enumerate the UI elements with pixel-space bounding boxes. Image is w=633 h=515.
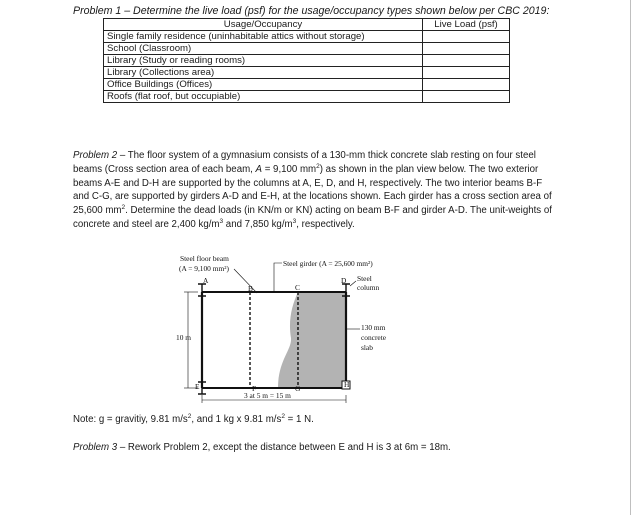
live-load-table xyxy=(103,18,510,103)
table-row xyxy=(104,67,510,79)
point-c-label: C xyxy=(295,283,300,292)
point-h-label: H xyxy=(344,380,350,389)
live-load-cell[interactable] xyxy=(423,79,510,91)
table-row xyxy=(104,55,510,67)
table-header-row xyxy=(104,19,510,31)
beam-leader xyxy=(234,269,257,293)
point-d-label: D xyxy=(341,276,347,285)
problem-1-title: Problem 1 – Determine the live load (psf) for the usage/occupancy types shown below per CBC 2019: xyxy=(73,5,550,17)
slab-label-line-1: 130 mm xyxy=(361,323,386,332)
column-a xyxy=(198,284,206,296)
point-a-label: A xyxy=(203,276,209,285)
problem-3-text: Problem 3 – Rework Problem 2, except the distance between E and H is 3 at 6m = 18m. xyxy=(73,442,451,453)
floor-plan-figure xyxy=(170,250,415,410)
point-e-label: E xyxy=(195,382,200,391)
bay-label: 3 at 5 m = 15 m xyxy=(244,391,291,400)
concrete-slab-shading xyxy=(278,292,346,388)
table-row xyxy=(104,43,510,55)
live-load-cell[interactable] xyxy=(423,31,510,43)
problem-2-label: Problem 2 xyxy=(73,150,118,161)
usage-cell: Library (Collections area) xyxy=(104,67,423,79)
gravity-note: Note: g = gravitiy, 9.81 $m/s^2$, and 1 kg x 9.81 $m/s^2 = 1$ N. xyxy=(73,412,314,425)
point-g-label: G xyxy=(295,384,301,393)
header-usage: Usage/Occupancy xyxy=(104,19,423,31)
column-leader xyxy=(350,281,356,286)
table-row xyxy=(104,31,510,43)
column-label-line-2: column xyxy=(357,283,380,292)
live-load-cell[interactable] xyxy=(423,43,510,55)
span-label: 10 m xyxy=(176,333,191,342)
live-load-cell[interactable] xyxy=(423,55,510,67)
usage-cell: Office Buildings (Offices) xyxy=(104,79,423,91)
live-load-cell[interactable] xyxy=(423,91,510,103)
usage-cell: Roofs (flat roof, but occupiable) xyxy=(104,91,423,103)
girder-label: Steel girder (A = 25,600 mm²) xyxy=(283,259,373,268)
problem-3-label: Problem 3 xyxy=(73,442,118,453)
usage-cell: School (Classroom) xyxy=(104,43,423,55)
girder-leader xyxy=(274,263,282,292)
problem-2-text: Problem 2 – The floor system of a gymnasium consists of a 130-mm thick concrete slab resting on four steel beams (Cross section area of each beam, A = 9,100 $mm^2$) as shown in the plan view below. The two exterior beams A-E and D-H are supported by the columns at A, E, D, and H, respectively. The two interior beams B-F and C-G, are supported by girders A-D and E-H, at the locations shown. Each girder has a cross section area of 25,600 $mm^2$. Determine the dead loads (in KN/m or KN) acting on beam B-F and girder A-D. The unit-weights of concrete and steel are 2,400 $kg/m^3$ and 7,850 $kg/m^3$, respectively. xyxy=(73,150,552,230)
usage-cell: Single family residence (uninhabitable attics without storage) xyxy=(104,31,423,43)
beam-label-line-1: Steel floor beam xyxy=(180,254,229,263)
point-b-label: B xyxy=(248,284,253,293)
beam-label-line-2: (A = 9,100 mm²) xyxy=(179,264,229,273)
live-load-cell[interactable] xyxy=(423,67,510,79)
column-label-line-1: Steel xyxy=(357,274,372,283)
table-row xyxy=(104,91,510,103)
point-f-label: F xyxy=(252,384,257,393)
table-row xyxy=(104,79,510,91)
slab-label-line-2: concrete xyxy=(361,333,387,342)
usage-cell: Library (Study or reading rooms) xyxy=(104,55,423,67)
page-right-border xyxy=(630,0,631,515)
header-live-load: Live Load (psf) xyxy=(423,19,510,31)
slab-label-line-3: slab xyxy=(361,343,373,352)
